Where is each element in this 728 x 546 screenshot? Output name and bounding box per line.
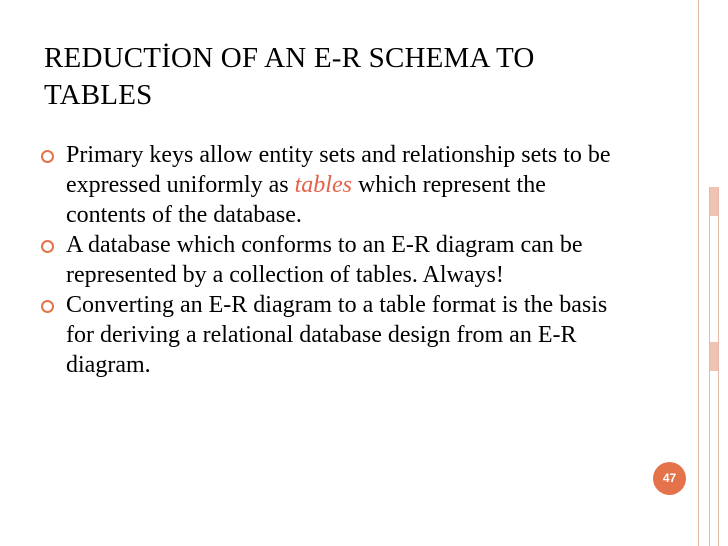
bullet-text: Converting an E-R diagram to a table format is the basis for deriving a relational database design from an E-R diagram. (66, 292, 608, 378)
ring-bullet-icon (41, 240, 54, 253)
right-decor-slab (710, 187, 718, 216)
ring-bullet-icon (41, 150, 54, 163)
bullet-item (41, 230, 621, 290)
bullet-list (41, 140, 621, 380)
ring-bullet-icon (41, 300, 54, 313)
page-number-badge: 47 (653, 462, 686, 495)
bullet-text: A database which conforms to an E-R diagram can be represented by a collection of tables. Always! (66, 232, 583, 288)
bullet-text: Primary keys allow entity sets and relationship sets to be expressed uniformly as (66, 142, 611, 198)
right-decor-rule (698, 0, 699, 546)
bullet-item (41, 290, 621, 380)
right-decor-slab (710, 342, 718, 371)
right-decor-bar (709, 187, 719, 546)
bullet-text: which represent the contents of the database. (66, 172, 546, 228)
bullet-emphasis: tables (294, 172, 352, 198)
slide-title: REDUCTİON OF AN E-R SCHEMA TO TABLES (44, 42, 535, 111)
bullet-item (41, 140, 621, 230)
